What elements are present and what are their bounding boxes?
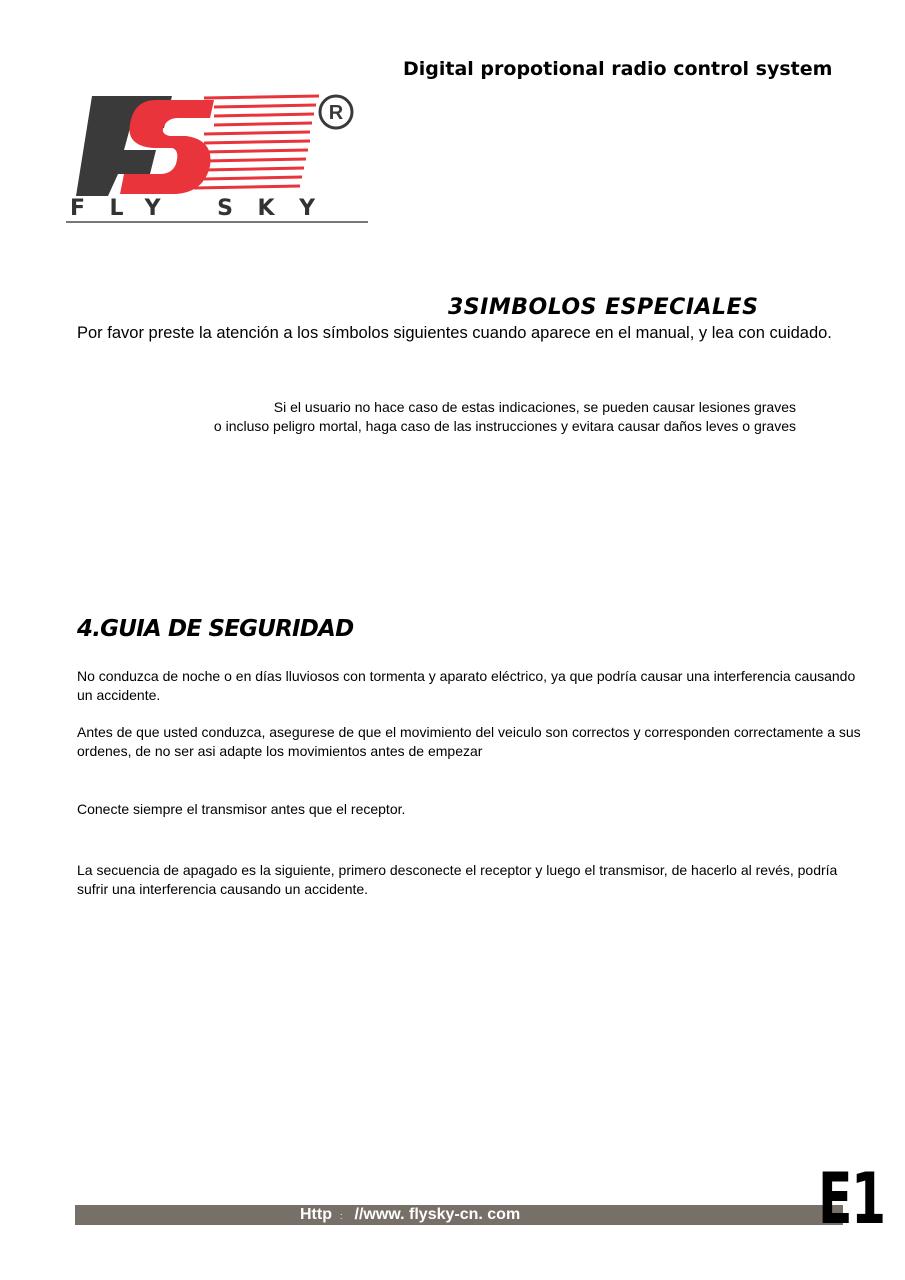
footer-url-separator: : (339, 1211, 343, 1221)
warning-line-1: Si el usuario no hace caso de estas indicaciones, se pueden causar lesiones graves (273, 399, 796, 415)
footer-url-prefix: Http (300, 1206, 332, 1223)
safety-paragraph: Conecte siempre el transmisor antes que el receptor. (77, 801, 406, 817)
svg-text:FLY SKY: FLY SKY (70, 196, 320, 221)
page-number: E1 (818, 1158, 885, 1240)
document-title: Digital propotional radio control system (403, 58, 833, 80)
warning-line-2: o incluso peligro mortal, haga caso de las instrucciones y evitara causar daños leves o graves (213, 418, 796, 434)
safety-paragraph: La secuencia de apagado es la siguiente, primero desconecte el receptor y luego el transmisor, de hacerlo al revés, podría sufrir una interferencia causando un accidente. (77, 862, 838, 897)
section-heading-special-symbols: 3SIMBOLOS ESPECIALES (448, 295, 759, 320)
warning-text (150, 398, 796, 436)
intro-paragraph: Por favor preste la atención a los símbolos siguientes cuando aparece en el manual, y lea con cuidado. (77, 324, 832, 342)
footer-url-address: //www. flysky-cn. com (354, 1206, 521, 1223)
section-heading-safety-guide: 4.GUIA DE SEGURIDAD (77, 616, 354, 642)
footer-url (300, 1206, 520, 1224)
svg-text:R: R (328, 102, 344, 124)
safety-paragraph: No conduzca de noche o en días lluviosos con tormenta y aparato eléctrico, ya que podría causar una interferencia causando un accidente. (77, 668, 856, 703)
flysky-logo (64, 88, 374, 228)
safety-paragraph: Antes de que usted conduzca, asegurese de que el movimiento del veiculo son correctos y corresponden correctamente a sus ordenes, de no ser asi adapte los movimientos antes de empezar (77, 724, 861, 759)
